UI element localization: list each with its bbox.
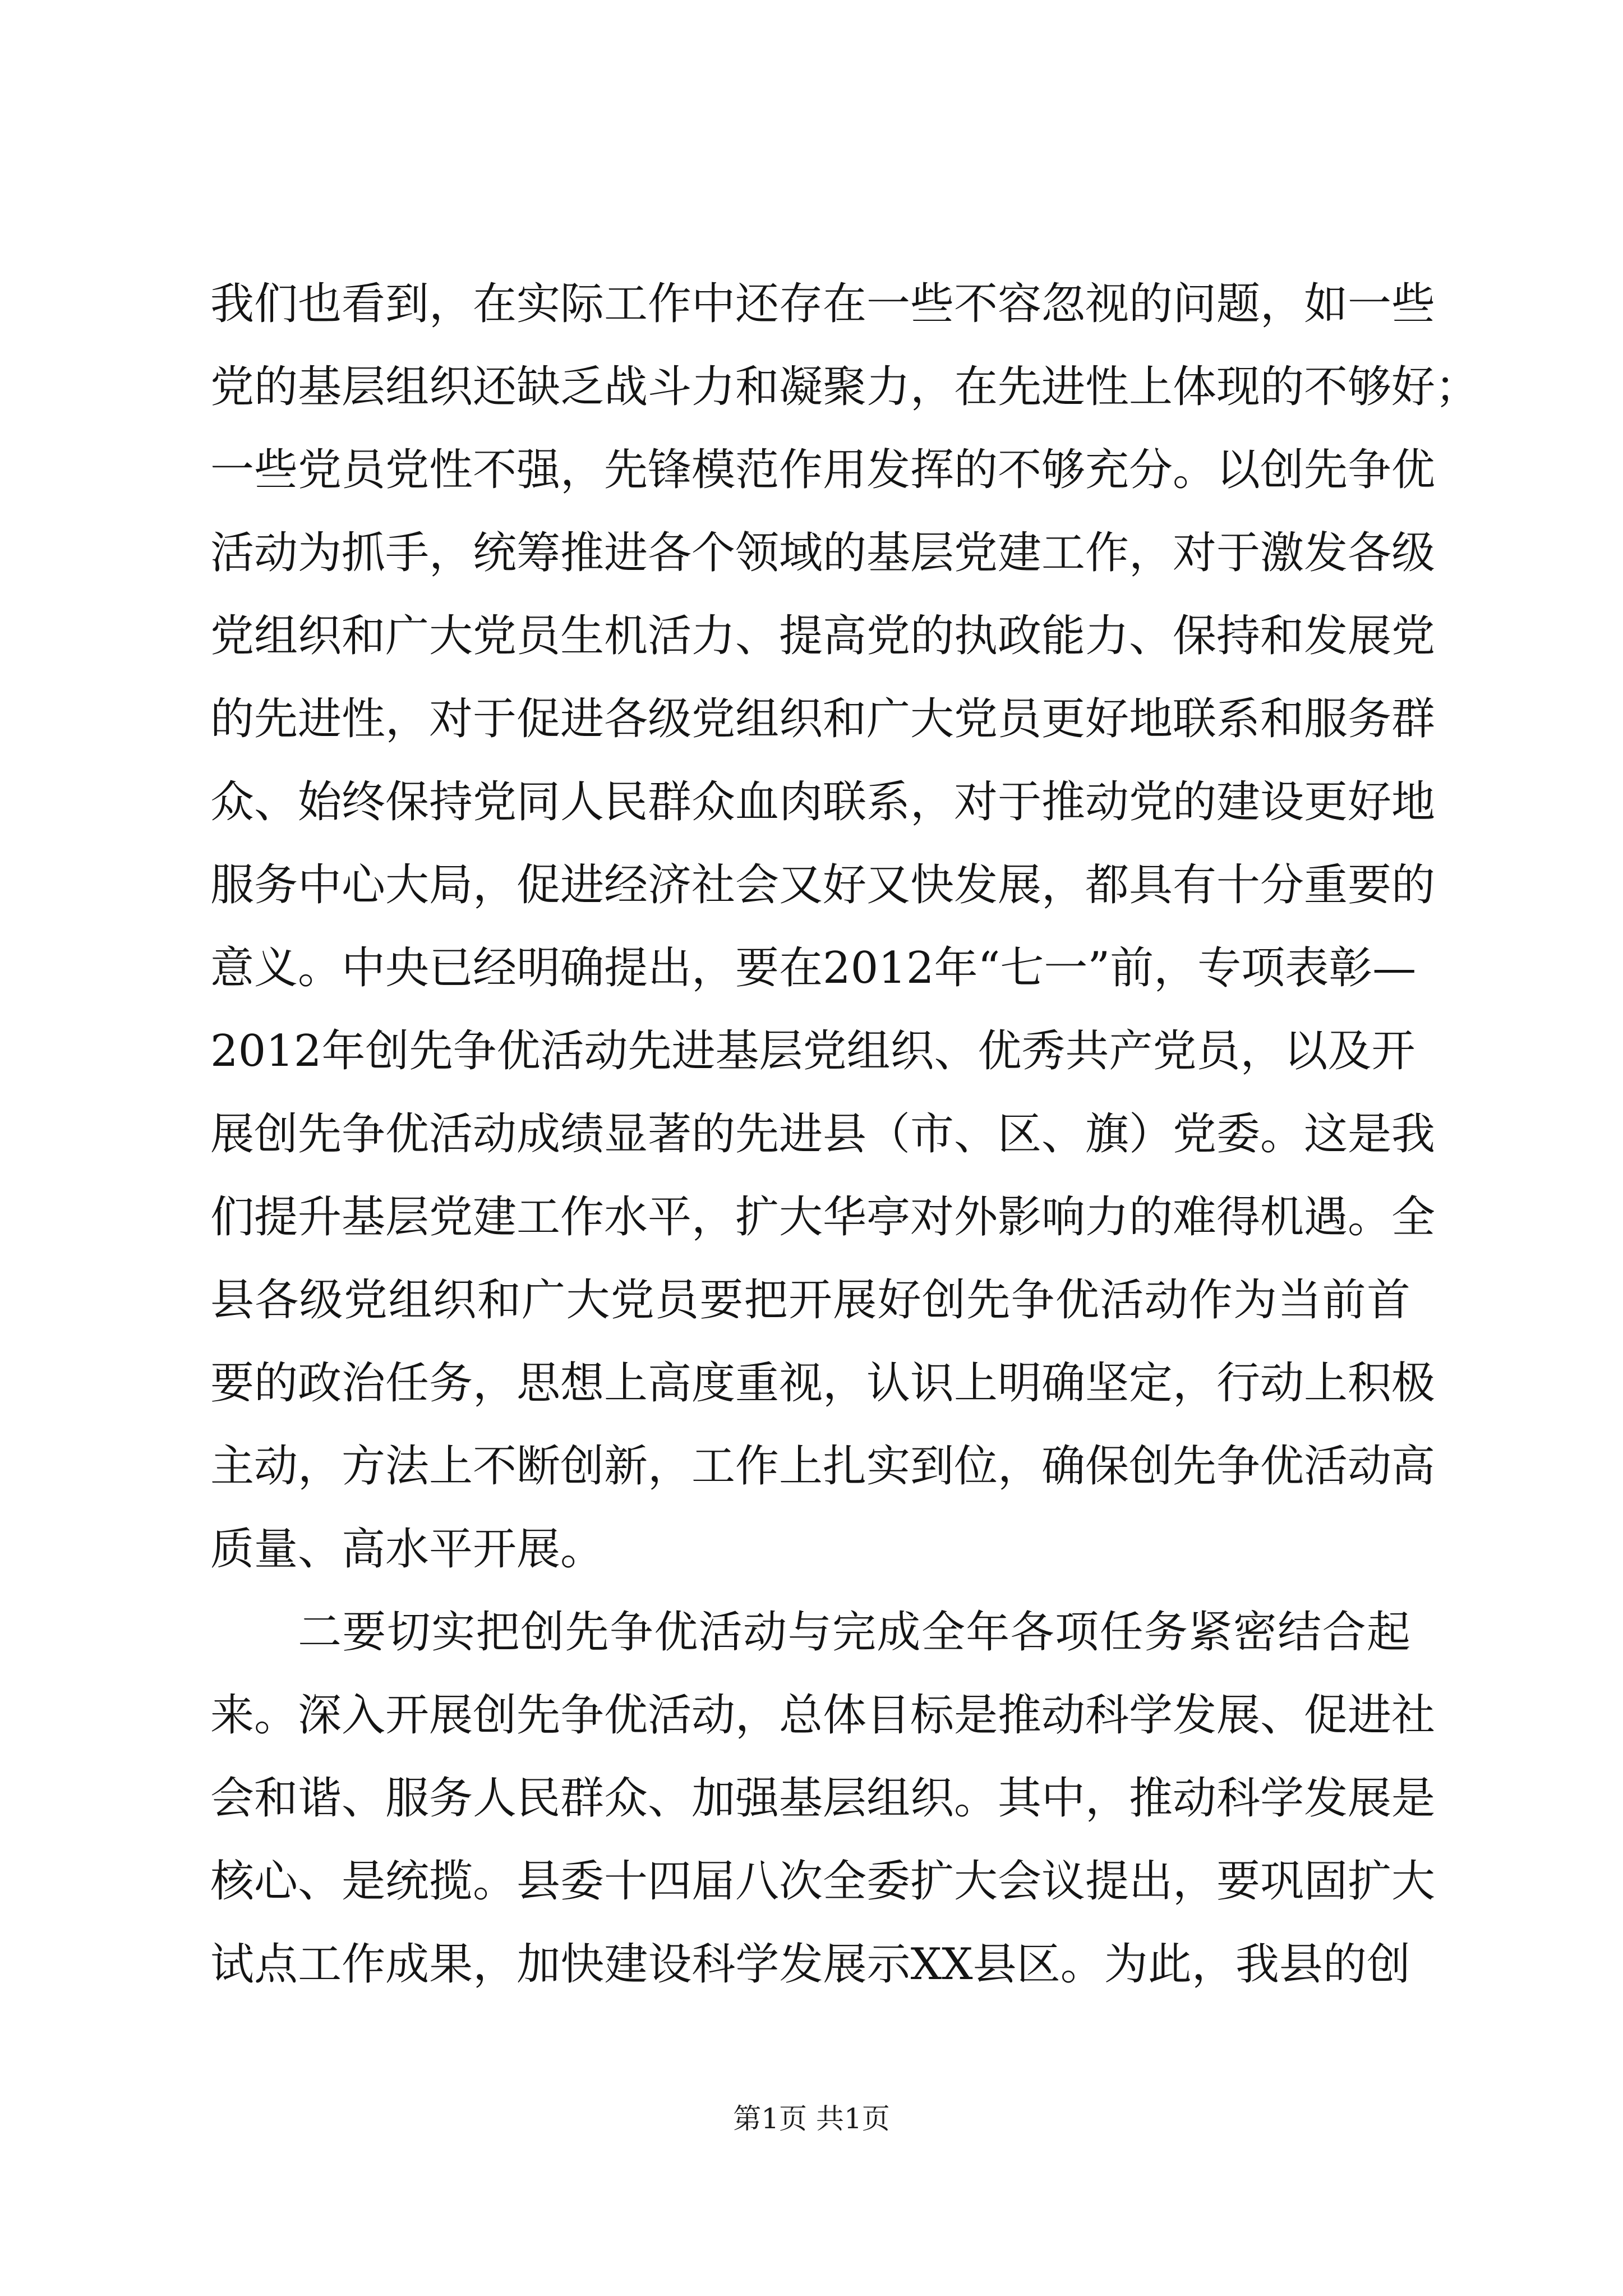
text-line: 试点工作成果，加快建设科学发展示XX县区。为此，我县的创: [210, 1939, 1410, 1990]
text-line: 来。深入开展创先争优活动，总体目标是推动科学发展、促进社: [210, 1690, 1436, 1741]
text-line: 意义。中央已经明确提出，要在2012年“七一”前，专项表彰—: [210, 943, 1417, 993]
text-line: 服务中心大局，促进经济社会又好又快发展，都具有十分重要的: [210, 860, 1436, 910]
document-body: [210, 263, 1479, 2006]
text-line: 一些党员党性不强，先锋模范作用发挥的不够充分。以创先争优: [210, 445, 1436, 495]
paragraph-last-line: 质量、高水平开展。: [210, 1524, 605, 1575]
text-line: 的先进性，对于促进各级党组织和广大党员更好地联系和服务群: [210, 694, 1436, 744]
text-line: 党的基层组织还缺乏战斗力和凝聚力，在先进性上体现的不够好；: [210, 362, 1479, 412]
text-line: 要的政治任务，思想上高度重视，认识上明确坚定，行动上积极: [210, 1358, 1436, 1409]
text-line: 党组织和广大党员生机活力、提高党的执政能力、保持和发展党: [210, 611, 1436, 661]
page-footer: 第1页 共1页: [733, 2102, 890, 2135]
text-line: 县各级党组织和广大党员要把开展好创先争优活动作为当前首: [210, 1275, 1410, 1326]
text-line: 会和谐、服务人民群众、加强基层组织。其中，推动科学发展是: [210, 1773, 1436, 1824]
text-line: 展创先争优活动成绩显著的先进县（市、区、旗）党委。这是我: [210, 1109, 1436, 1159]
text-line: 活动为抓手，统筹推进各个领域的基层党建工作，对于激发各级: [210, 528, 1436, 578]
paragraph-first-line: 二要切实把创先争优活动与完成全年各项任务紧密结合起: [298, 1607, 1410, 1658]
text-line: 2012年创先争优活动先进基层党组织、优秀共产党员，以及开: [210, 1026, 1415, 1076]
text-line: 主动，方法上不断创新，工作上扎实到位，确保创先争优活动高: [210, 1441, 1436, 1492]
text-line: 我们也看到，在实际工作中还存在一些不容忽视的问题，如一些: [210, 279, 1436, 329]
text-line: 众、始终保持党同人民群众血肉联系，对于推动党的建设更好地: [210, 777, 1436, 827]
text-line: 们提升基层党建工作水平，扩大华亭对外影响力的难得机遇。全: [210, 1192, 1436, 1243]
text-line: 核心、是统揽。县委十四届八次全委扩大会议提出，要巩固扩大: [210, 1856, 1436, 1907]
